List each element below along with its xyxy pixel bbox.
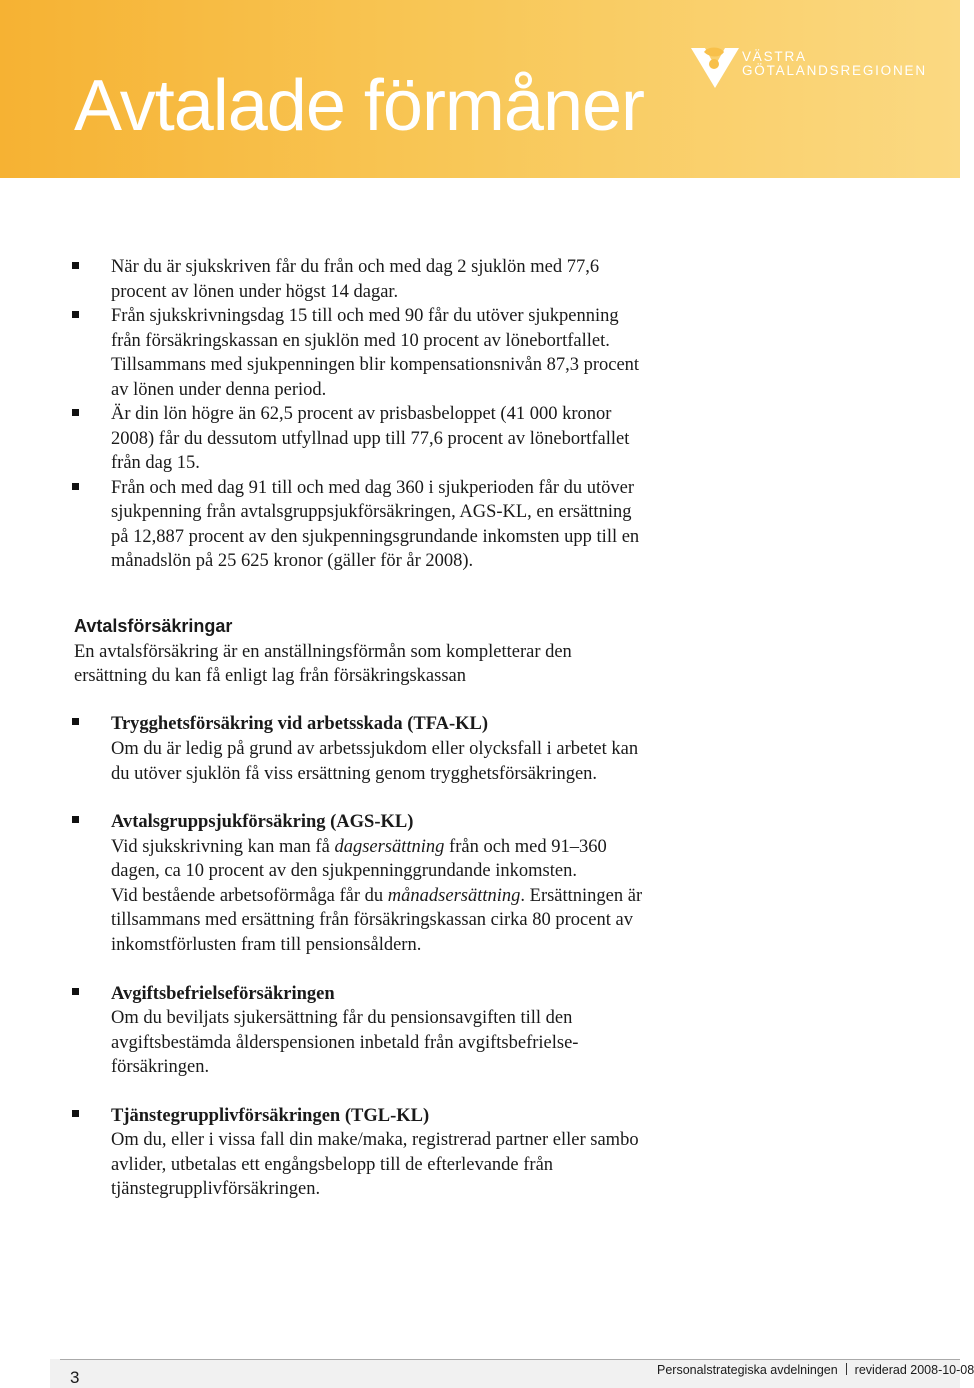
insurance-title: Avtalsgruppsjukförsäkring (AGS-KL) [111, 812, 414, 832]
insurance-text-line: Om du beviljats sjukersättning får du pensionsavgiften till den [111, 1008, 573, 1028]
insurance-text-line: Om du, eller i vissa fall din make/maka, registrerad partner eller sambo [111, 1130, 639, 1150]
bullet-icon [72, 816, 79, 823]
insurance-text-line [111, 835, 607, 860]
insurance-title: Avgiftsbefrielseförsäkringen [111, 984, 335, 1004]
list-item-line: Från och med dag 91 till och med dag 360 i sjukperioden får du utöver [111, 478, 635, 498]
list-item-line: Från sjukskrivningsdag 15 till och med 90 får du utöver sjukpenning [111, 306, 619, 326]
bullet-icon [72, 262, 79, 269]
footer-department: Personalstrategiska avdelningen [657, 1363, 838, 1377]
list-item-line: procent av lönen under högst 14 dagar. [111, 282, 399, 302]
text-run: Vid sjukskrivning kan man få [111, 837, 335, 857]
bullet-icon [72, 1110, 79, 1117]
footer-divider [60, 1359, 960, 1360]
insurance-text-line: tjänstegrupplivförsäkringen. [111, 1179, 321, 1199]
insurance-text-line: tillsammans med ersättning från försäkringskassan cirka 80 procent av [111, 910, 633, 930]
insurance-text-line: dagen, ca 10 procent av den sjukpenninggrundande inkomsten. [111, 861, 577, 881]
section-intro-line: ersättning du kan få enligt lag från försäkringskassan [74, 666, 466, 686]
insurance-text-line: avlider, utbetalas ett engångsbelopp till de efterlevande från [111, 1155, 554, 1175]
list-item-line: från dag 15. [111, 453, 200, 473]
page-title: Avtalade förmåner [74, 66, 645, 146]
text-run: från och med 91–360 [444, 837, 607, 857]
logo-mark-icon [690, 42, 740, 90]
footer-separator [846, 1363, 847, 1375]
list-item-line: Tillsammans med sjukpenningen blir kompensationsnivån 87,3 procent [111, 355, 640, 375]
list-item-line: När du är sjukskriven får du från och med dag 2 sjuklön med 77,6 [111, 257, 600, 277]
bullet-icon [72, 409, 79, 416]
text-run: Vid bestående arbetsoförmåga får du [111, 886, 388, 906]
logo-wordmark [742, 50, 927, 78]
insurance-title: Tjänstegrupplivförsäkringen (TGL-KL) [111, 1106, 430, 1126]
bullet-icon [72, 718, 79, 725]
list-item-line: månadslön på 25 625 kronor (gäller för år 2008). [111, 551, 474, 571]
organization-logo [690, 42, 930, 94]
footer-info [657, 1362, 974, 1378]
list-item-line: av lönen under denna period. [111, 380, 327, 400]
text-run: . Ersättningen är [520, 886, 643, 906]
section-heading: Avtalsförsäkringar [74, 616, 233, 636]
insurance-text-line: avgiftsbestämda ålderspensionen inbetald från avgiftsbefrielse- [111, 1033, 579, 1053]
insurance-text-line: du utöver sjuklön få viss ersättning genom trygghetsförsäkringen. [111, 764, 598, 784]
insurance-text-line: försäkringen. [111, 1057, 210, 1077]
bullet-icon [72, 988, 79, 995]
insurance-text-line [111, 884, 642, 909]
bullet-icon [72, 483, 79, 490]
header-banner [0, 0, 960, 178]
footer-revised: reviderad 2008-10-08 [854, 1363, 974, 1377]
insurance-text-line: Om du är ledig på grund av arbetssjukdom eller olycksfall i arbetet kan [111, 739, 639, 759]
emphasis-term: månadsersättning [387, 886, 521, 906]
list-item-line: på 12,887 procent av den sjukpenningsgrundande inkomsten upp till en [111, 527, 640, 547]
emphasis-term: dagsersättning [334, 837, 445, 857]
logo-line-2: GÖTALANDSREGIONEN [742, 63, 927, 78]
page-number: 3 [70, 1368, 80, 1387]
list-item-line: Är din lön högre än 62,5 procent av prisbasbeloppet (41 000 kronor [111, 404, 612, 424]
bullet-icon [72, 311, 79, 318]
insurance-title: Trygghetsförsäkring vid arbetsskada (TFA-KL) [111, 714, 489, 734]
logo-line-1: VÄSTRA [742, 49, 807, 64]
section-intro-line: En avtalsförsäkring är en anställningsförmån som kompletterar den [74, 642, 572, 662]
insurance-text-line: inkomstförlusten fram till pensionsåldern. [111, 935, 422, 955]
list-item-line: sjukpenning från avtalsgruppsjukförsäkringen, AGS-KL, en ersättning [111, 502, 632, 522]
list-item-line: från försäkringskassan en sjuklön med 10 procent av lönebortfallet. [111, 331, 610, 351]
list-item-line: 2008) får du dessutom utfyllnad upp till 77,6 procent av lönebortfallet [111, 429, 630, 449]
